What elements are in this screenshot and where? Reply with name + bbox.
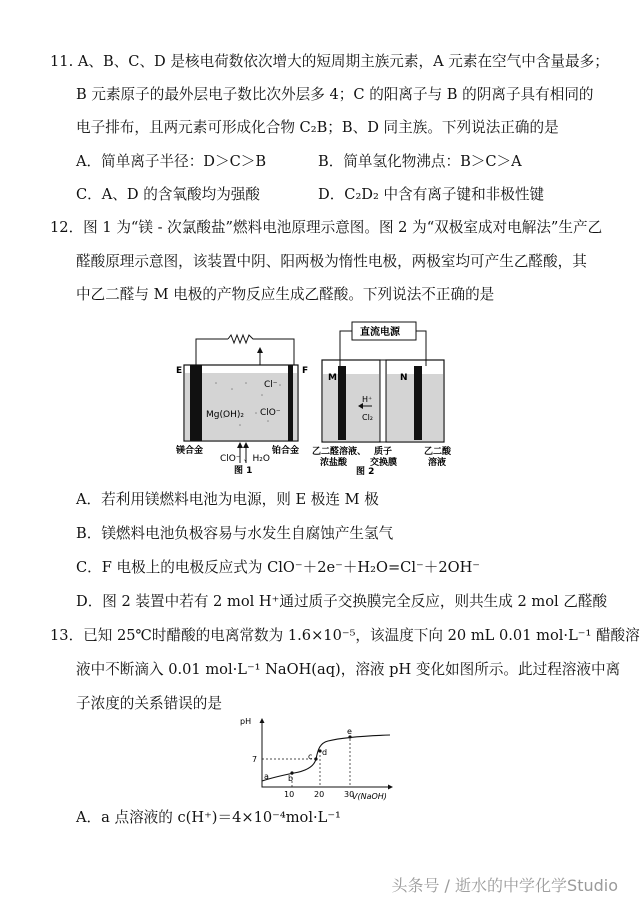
chart-y7: 7 xyxy=(252,755,258,764)
q12-option-a: A．若利用镁燃料电池为电源，则 E 极连 M 极 xyxy=(76,491,379,508)
q11-line2: B 元素原子的最外层电子数比次外层多 4；C 的阳离子与 B 的阴离子具有相同的 xyxy=(76,86,594,103)
fig1-label-mgoh2: Mg(OH)₂ xyxy=(206,410,244,420)
fig1-label-f: F xyxy=(302,366,309,376)
chart-x30: 30 xyxy=(344,790,355,799)
fig2-power-supply: 直流电源 xyxy=(360,327,400,338)
chart-point-d: d xyxy=(322,748,328,757)
q13-option-a: A．a 点溶液的 c(H⁺)＝4×10⁻⁴mol·L⁻¹ xyxy=(76,809,341,826)
fig1-label-inflow: ClO⁻ 、H₂O xyxy=(220,454,270,464)
chart-x20: 20 xyxy=(314,790,325,799)
fig2-label-h: H⁺ xyxy=(362,395,373,404)
q13-line2: 液中不断滴入 0.01 mol·L⁻¹ NaOH(aq)，溶液 pH 变化如图所示。此过程溶液中离 xyxy=(76,661,621,678)
fig2-caption: 图 2 xyxy=(356,467,375,476)
q13-line3: 子浓度的关系错误的是 xyxy=(76,695,222,712)
figure-1-fuel-cell xyxy=(176,325,326,475)
chart-x10: 10 xyxy=(284,790,295,799)
q12-line3: 中乙二醛与 M 电极的产物反应生成乙醛酸。下列说法不正确的是 xyxy=(76,286,495,303)
q11-option-b: B．简单氢化物沸点：B＞C＞A xyxy=(318,153,522,170)
q11-option-d: D．C₂D₂ 中含有离子键和非极性键 xyxy=(318,186,545,203)
ph-titration-curve xyxy=(240,715,410,803)
q11-line3: 电子排布，且两元素可形成化合物 C₂B；B、D 同主族。下列说法正确的是 xyxy=(76,119,559,136)
q13-line1: 13．已知 25℃时醋酸的电离常数为 1.6×10⁻⁵，该温度下向 20 mL 0.01 mol·L⁻¹ 醋酸溶 xyxy=(50,627,640,644)
q11-option-a: A．简单离子半径：D＞C＞B xyxy=(76,153,267,170)
fig2-label-cl2: Cl₂ xyxy=(362,413,374,422)
chart-point-b: b xyxy=(288,774,294,783)
fig1-label-pt-alloy: 铂合金 xyxy=(272,446,300,456)
fig2-label-m: M xyxy=(328,373,337,383)
fig2-label-right2: 溶液 xyxy=(428,458,447,468)
chart-xlabel: V(NaOH) xyxy=(352,792,387,801)
q12-option-d: D．图 2 装置中若有 2 mol H⁺通过质子交换膜完全反应，则共生成 2 mol 乙醛酸 xyxy=(76,593,608,610)
fig2-label-n: N xyxy=(400,373,408,383)
fig2-label-mid2: 交换膜 xyxy=(370,458,398,468)
fig1-label-cl: Cl⁻ xyxy=(264,380,278,390)
fig1-label-e: E xyxy=(176,366,183,376)
figure-2-electrolysis xyxy=(312,316,462,476)
fig1-label-mg-alloy: 镁合金 xyxy=(176,446,204,456)
q12-option-b: B．镁燃料电池负极容易与水发生自腐蚀产生氢气 xyxy=(76,525,394,542)
watermark: 头条号 / 逝水的中学化学Studio xyxy=(391,876,618,895)
fig1-caption: 图 1 xyxy=(234,466,253,475)
chart-point-e: e xyxy=(347,727,352,736)
chart-ylabel: pH xyxy=(240,717,252,726)
chart-point-c: c xyxy=(308,752,313,761)
q12-option-c: C．F 电极上的电极反应式为 ClO⁻＋2e⁻＋H₂O=Cl⁻＋2OH⁻ xyxy=(76,559,480,576)
fig2-label-left2: 浓盐酸 xyxy=(320,458,348,468)
fig2-label-right1: 乙二酸 xyxy=(424,447,452,457)
q11-option-c: C．A、D 的含氧酸均为强酸 xyxy=(76,186,260,203)
fig1-label-clo: ClO⁻ xyxy=(260,408,281,418)
chart-point-a: a xyxy=(264,772,269,781)
q12-line2: 醛酸原理示意图，该装置中阴、阳两极为惰性电极，两极室均可产生乙醛酸，其 xyxy=(76,253,587,270)
fig2-label-mid1: 质子 xyxy=(374,447,393,457)
q12-line1: 12．图 1 为“镁 - 次氯酸盐”燃料电池原理示意图。图 2 为“双极室成对电解法”生产乙 xyxy=(50,219,603,236)
q11-line1: 11. A、B、C、D 是核电荷数依次增大的短周期主族元素，A 元素在空气中含量最多； xyxy=(50,53,609,70)
fig2-label-left1: 乙二醛溶液、 xyxy=(312,447,367,457)
